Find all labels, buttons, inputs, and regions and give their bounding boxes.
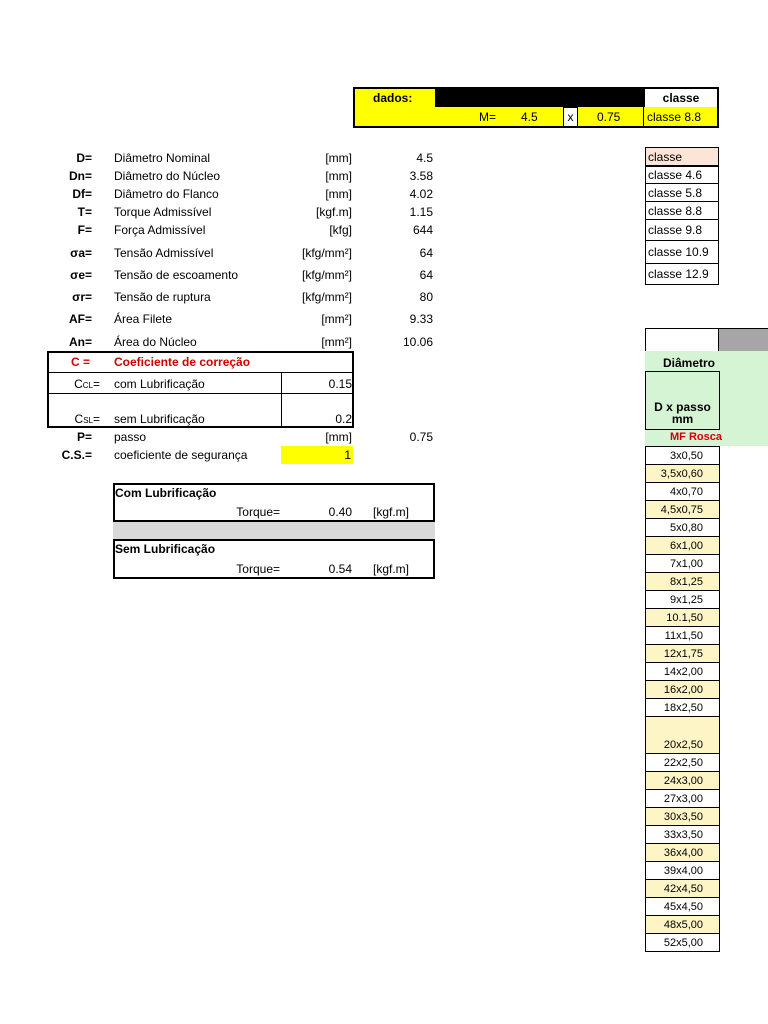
sem-torque-label: Torque= [236,562,280,576]
thread-row: 39x4,00 [645,862,720,880]
param-unit: [mm] [325,151,352,165]
param-description: Torque Admissível [114,205,212,219]
thread-row: 7x1,00 [645,555,720,573]
thread-row: 36x4,00 [645,844,720,862]
csl-symbol [50,413,100,425]
ccl-symbol-letter: C [74,377,83,391]
thread-row: 9x1,25 [645,591,720,609]
thread-row: 45x4,50 [645,898,720,916]
thread-row: 33x3,50 [645,826,720,844]
classe-option[interactable] [645,184,719,202]
header-black-bar [435,87,643,107]
com-lubrificacao-title: Com Lubrificação [115,486,217,500]
param-description: Diâmetro do Flanco [114,187,219,201]
param-description: Tensão Admissível [114,246,214,260]
m-value[interactable]: 4.5 [521,110,538,124]
thread-row: 8x1,25 [645,573,720,591]
correction-symbol: C = [70,355,90,369]
param-symbol: D= [76,151,92,165]
param-symbol: AF= [68,312,92,326]
thread-row: 10.1,50 [645,609,720,627]
csl-description: sem Lubrificação [114,412,205,426]
thread-row: 5x0,80 [645,519,720,537]
param-value: 644 [412,223,433,237]
ccl-value[interactable]: 0.15 [328,377,352,391]
thread-row: 4,5x0,75 [645,501,720,519]
param-description: Tensão de ruptura [114,290,211,304]
thread-row: 27x3,00 [645,790,720,808]
param-symbol: Df= [72,187,92,201]
thread-row: 18x2,50 [645,699,720,717]
param-description: Área do Núcleo [114,335,197,349]
param-unit: [mm] [325,169,352,183]
classe-list-header-label: classe [648,149,683,164]
pitch-input-value[interactable]: 0.75 [597,110,621,124]
diametro-label: Diâmetro [663,356,716,370]
com-torque-label: Torque= [236,505,280,519]
classe-option-label: classe 9.8 [648,223,703,237]
classe-option[interactable] [645,220,719,241]
safety-description: coeficiente de segurança [114,448,248,462]
com-torque-value: 0.40 [328,505,352,519]
classe-option[interactable] [645,264,719,285]
sem-torque-unit: [kgf.m] [373,562,410,576]
param-symbol: An= [68,335,92,349]
csl-subscript: SL [83,416,93,425]
x-cell [563,107,578,128]
ccl-equals: = [92,377,100,391]
param-symbol: σr= [72,290,92,304]
classe-option-label: classe 4.6 [648,168,703,182]
classe-selected-divider [643,107,644,128]
param-value: 3.58 [409,169,433,183]
param-description: Diâmetro do Núcleo [114,169,221,183]
classe-selected[interactable]: classe 8.8 [647,110,702,124]
param-unit: [kfg] [329,223,352,237]
dados-label: dados: [373,91,413,105]
safety-value[interactable]: 1 [344,448,351,462]
thread-row: 11x1,50 [645,627,720,645]
pitch-value: 0.75 [409,430,433,444]
thread-row: 3x0,50 [645,447,720,465]
ccl-description: com Lubrificação [114,377,205,391]
thread-row: 3,5x0,60 [645,465,720,483]
classe-header-label: classe [662,91,700,105]
param-value: 9.33 [409,312,433,326]
param-symbol: Dn= [68,169,92,183]
csl-equals: = [92,412,100,426]
thread-table-header-white [645,328,719,351]
param-description: Área Filete [114,312,173,326]
sem-torque-value: 0.54 [328,562,352,576]
param-unit: [kgf.m] [315,205,352,219]
param-symbol: σa= [70,246,92,260]
thread-row: 42x4,50 [645,880,720,898]
thread-row: 30x3,50 [645,808,720,826]
mm-label: mm [671,412,694,426]
param-value: 64 [419,246,433,260]
classe-list-header [645,147,719,166]
thread-row: 52x5,00 [645,934,720,952]
classe-header-cell [643,87,719,108]
param-unit: [mm] [325,187,352,201]
param-value: 4.02 [409,187,433,201]
classe-option-label: classe 8.8 [648,203,703,218]
m-label: M= [479,110,497,124]
classe-option[interactable] [645,166,719,184]
thread-row: 12x1,75 [645,645,720,663]
thread-row: 14x2,00 [645,663,720,681]
param-value: 10.06 [402,335,433,349]
param-symbol: T= [77,205,92,219]
param-description: Força Admissível [114,223,206,237]
thread-row: 20x2,50 [645,717,720,754]
correction-row-divider-1 [47,372,354,373]
param-value: 4.5 [416,151,433,165]
ccl-subscript: CL [82,381,93,390]
param-unit: [kfg/mm²] [302,246,352,260]
dxpasso-label: D x passo [654,400,711,414]
param-unit: [kfg/mm²] [302,290,352,304]
csl-symbol-letter: C [74,412,84,426]
param-unit: [mm²] [321,312,352,326]
thread-row: 22x2,50 [645,754,720,772]
param-value: 1.15 [409,205,433,219]
csl-value[interactable]: 0.2 [335,412,352,426]
param-unit: [kfg/mm²] [302,268,352,282]
safety-symbol: C.S.= [61,448,92,462]
param-description: Diâmetro Nominal [114,151,211,165]
thread-row: 48x5,00 [645,916,720,934]
correction-row-divider-2 [47,393,354,394]
sem-lubrificacao-title: Sem Lubrificação [115,542,216,556]
thread-row: 24x3,00 [645,772,720,790]
mf-rosca-label: MF Rosca [670,432,722,443]
thread-row: 4x0,70 [645,483,720,501]
correction-title: Coeficiente de correção [114,355,251,369]
classe-option-label: classe 10.9 [648,245,709,259]
classe-option-label: classe 5.8 [648,185,703,200]
param-unit: [mm²] [321,335,352,349]
torque-separator [113,520,435,541]
x-label: x [567,110,574,124]
param-description: Tensão de escoamento [114,268,239,282]
pitch-unit: [mm] [325,430,352,444]
param-value: 64 [419,268,433,282]
ccl-symbol [50,378,100,390]
param-value: 80 [419,290,433,304]
pitch-symbol: P= [76,430,92,444]
classe-option[interactable] [645,241,719,264]
classe-option-label: classe 12.9 [648,267,709,281]
thread-row: 16x2,00 [645,681,720,699]
correction-col-divider [281,372,282,428]
classe-option[interactable] [645,202,719,220]
pitch-description: passo [114,430,147,444]
param-symbol: F= [77,223,92,237]
thread-row: 6x1,00 [645,537,720,555]
com-torque-unit: [kgf.m] [373,505,410,519]
param-symbol: σe= [70,268,92,282]
